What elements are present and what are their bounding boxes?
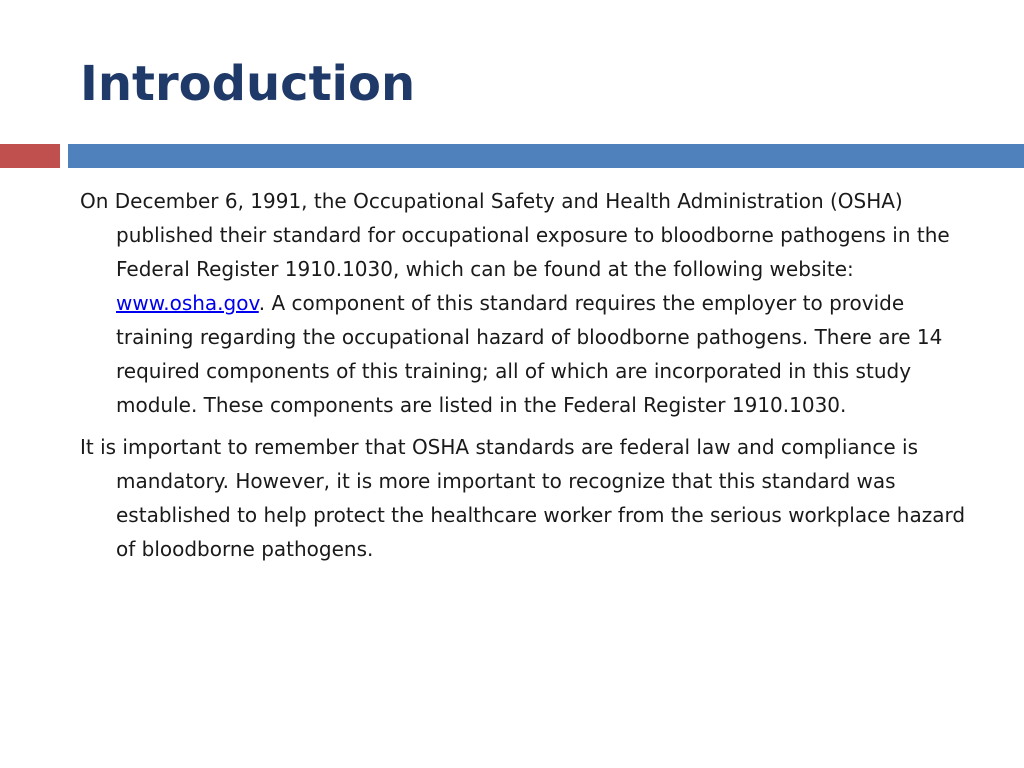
- accent-bar-red: [0, 144, 60, 168]
- slide-title: Introduction: [80, 56, 416, 112]
- osha-website-link[interactable]: www.osha.gov: [116, 291, 259, 315]
- paragraph-intro-text-1: On December 6, 1991, the Occupational Safety and Health Administration (OSHA) published their standard for occupational exposure to bloodborne pathogens in the Federal Register 1910.1030, which can be found at the following website:: [80, 189, 950, 281]
- accent-bar-blue: [68, 144, 1024, 168]
- slide-body: [80, 184, 980, 574]
- paragraph-importance: It is important to remember that OSHA standards are federal law and compliance is mandatory. However, it is more important to recognize that this standard was established to help protect the healthcare worker from the serious workplace hazard of bloodborne pathogens.: [80, 435, 966, 561]
- paragraph-intro: [80, 184, 980, 422]
- paragraph-intro-text-2: . A component of this standard requires the employer to provide training regarding the occupational hazard of bloodborne pathogens. There are 14 required components of this training; all of which are incorporated in this study module. These components are listed in the Federal Register 1910.1030.: [116, 291, 943, 417]
